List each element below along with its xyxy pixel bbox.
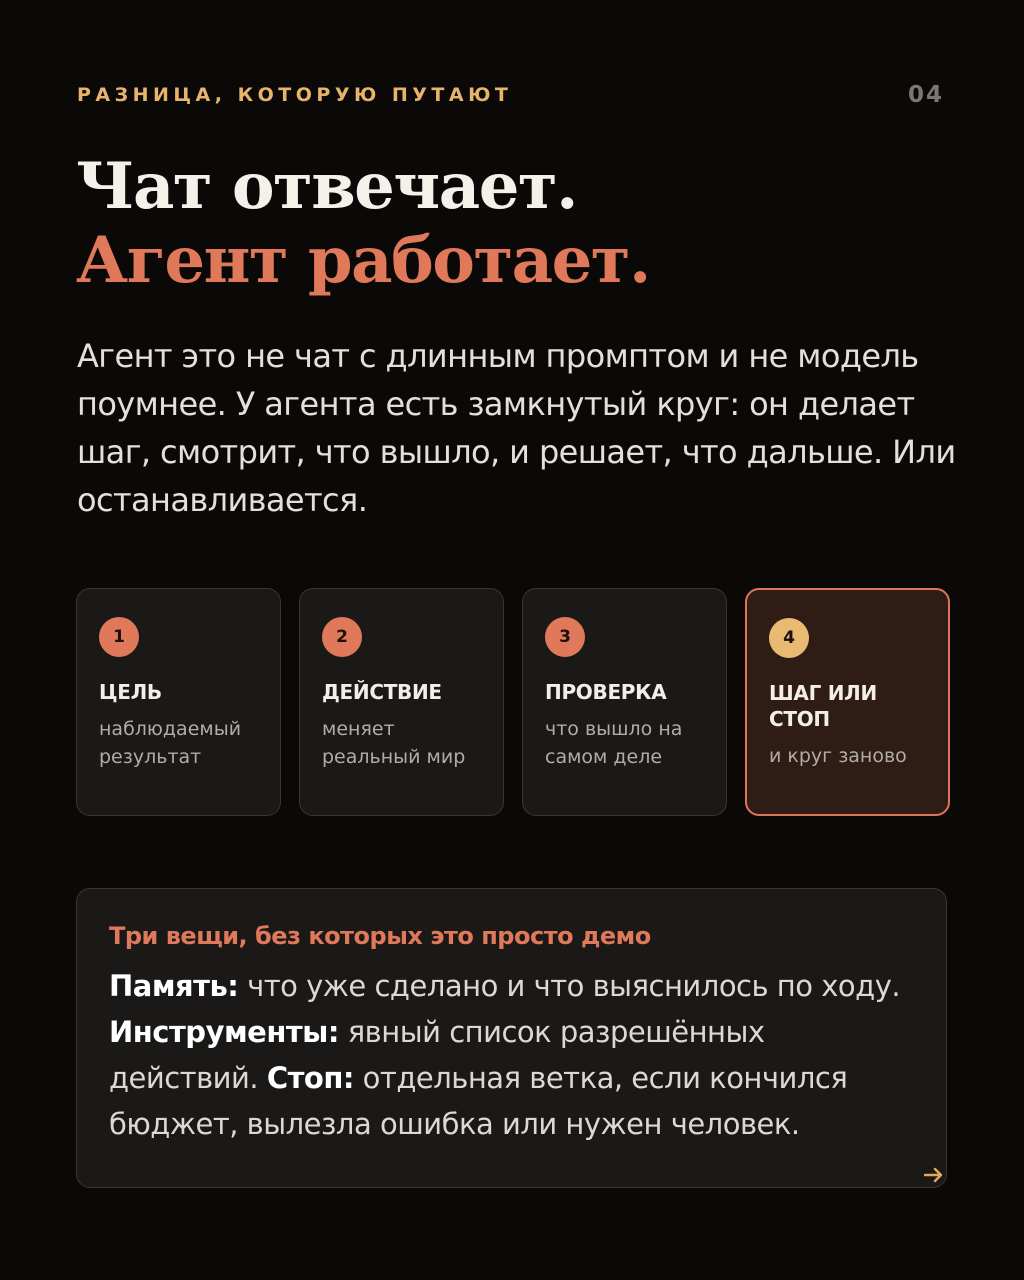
steps-row: [76, 588, 950, 816]
eyebrow-label: РАЗНИЦА, КОТОРУЮ ПУТАЮТ: [77, 84, 513, 106]
step-title: ДЕЙСТВИЕ: [322, 680, 442, 704]
step-number-badge: 4: [769, 618, 809, 658]
step-card-action: [299, 588, 504, 816]
step-description: что вышло на самом деле: [545, 718, 683, 768]
step-card-goal: [76, 588, 281, 816]
lead-paragraph: Агент это не чат с длинным промптом и не модель поумнее. У агента есть замкнутый круг: он делает шаг, смотрит, что вышло, и решает, что дальше. Или останавливается.: [77, 337, 956, 519]
headline-line-1: Чат отвечает.: [76, 149, 577, 224]
step-description: и круг заново: [769, 745, 907, 767]
term-memory-text: что уже сделано и что выяснилось по ходу.: [238, 969, 901, 1003]
term-stop: Стоп:: [266, 1061, 354, 1095]
step-description: наблюдаемый результат: [99, 718, 242, 768]
step-title: ШАГ ИЛИ СТОП: [769, 681, 877, 731]
page-number: 04: [907, 82, 944, 108]
term-tools-text: явный список разрешённых действий.: [109, 1015, 765, 1095]
step-number-badge: 3: [545, 617, 585, 657]
headline: [76, 150, 650, 298]
step-card-step-or-stop: [745, 588, 950, 816]
term-tools: Инструменты:: [109, 1015, 340, 1049]
term-memory: Память:: [109, 969, 239, 1003]
step-title: ЦЕЛЬ: [99, 680, 162, 704]
step-description: меняет реальный мир: [322, 718, 466, 768]
term-stop-text: отдельная ветка, если кончился бюджет, вылезла ошибка или нужен человек.: [109, 1061, 848, 1141]
info-card: [76, 888, 947, 1188]
step-title: ПРОВЕРКА: [545, 680, 667, 704]
info-card-title: Три вещи, без которых это просто демо: [109, 922, 651, 950]
arrow-right-icon[interactable]: [924, 1163, 944, 1187]
step-number-badge: 1: [99, 617, 139, 657]
headline-line-2: Агент работает.: [76, 223, 650, 298]
step-card-check: [522, 588, 727, 816]
info-card-body: [109, 963, 914, 1147]
step-number-badge: 2: [322, 617, 362, 657]
